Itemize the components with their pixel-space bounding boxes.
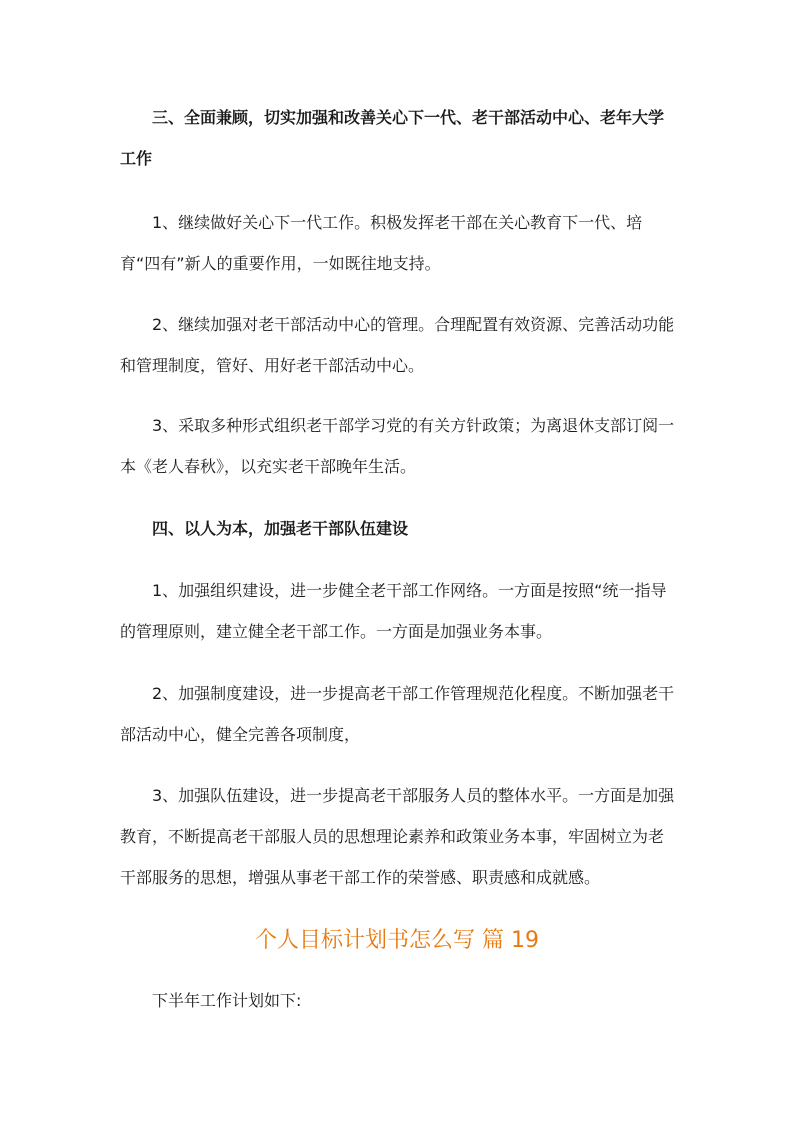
paragraph-item-4-1: 1、加强组织建设，进一步健全老干部工作网络。一方面是按照“统一指导的管理原则，建立健全老干部工作。一方面是加强业务本事。: [120, 581, 667, 641]
paragraph-item-3-3: 3、采取多种形式组织老干部学习党的有关方针政策；为离退休支部订阅一本《老人春秋》，以充实老干部晚年生活。: [120, 416, 675, 476]
section-title: 个人目标计划书怎么写 篇 19: [255, 928, 539, 953]
paragraph-item-3-2: 2、继续加强对老干部活动中心的管理。合理配置有效资源、完善活动功能和管理制度，管好、用好老干部活动中心。: [120, 315, 675, 375]
heading-section-3: 三、全面兼顾，切实加强和改善关心下一代、老干部活动中心、老年大学工作: [120, 108, 665, 168]
paragraph-item-4-3: 3、加强队伍建设，进一步提高老干部服务人员的整体水平。一方面是加强教育，不断提高老干部服人员的思想理论素养和政策业务本事，牢固树立为老干部服务的思想，增强从事老干部工作的荣誉感、职责感和成就感。: [120, 786, 675, 887]
paragraph-intro: 下半年工作计划如下:: [152, 991, 302, 1010]
heading-section-4: 四、以人为本，加强老干部队伍建设: [152, 519, 409, 538]
paragraph-item-4-2: 2、加强制度建设，进一步提高老干部工作管理规范化程度。不断加强老干部活动中心，健全完善各项制度，: [120, 684, 675, 744]
paragraph-item-3-1: 1、继续做好关心下一代工作。积极发挥老干部在关心教育下一代、培育“四有”新人的重要作用，一如既往地支持。: [120, 213, 643, 273]
